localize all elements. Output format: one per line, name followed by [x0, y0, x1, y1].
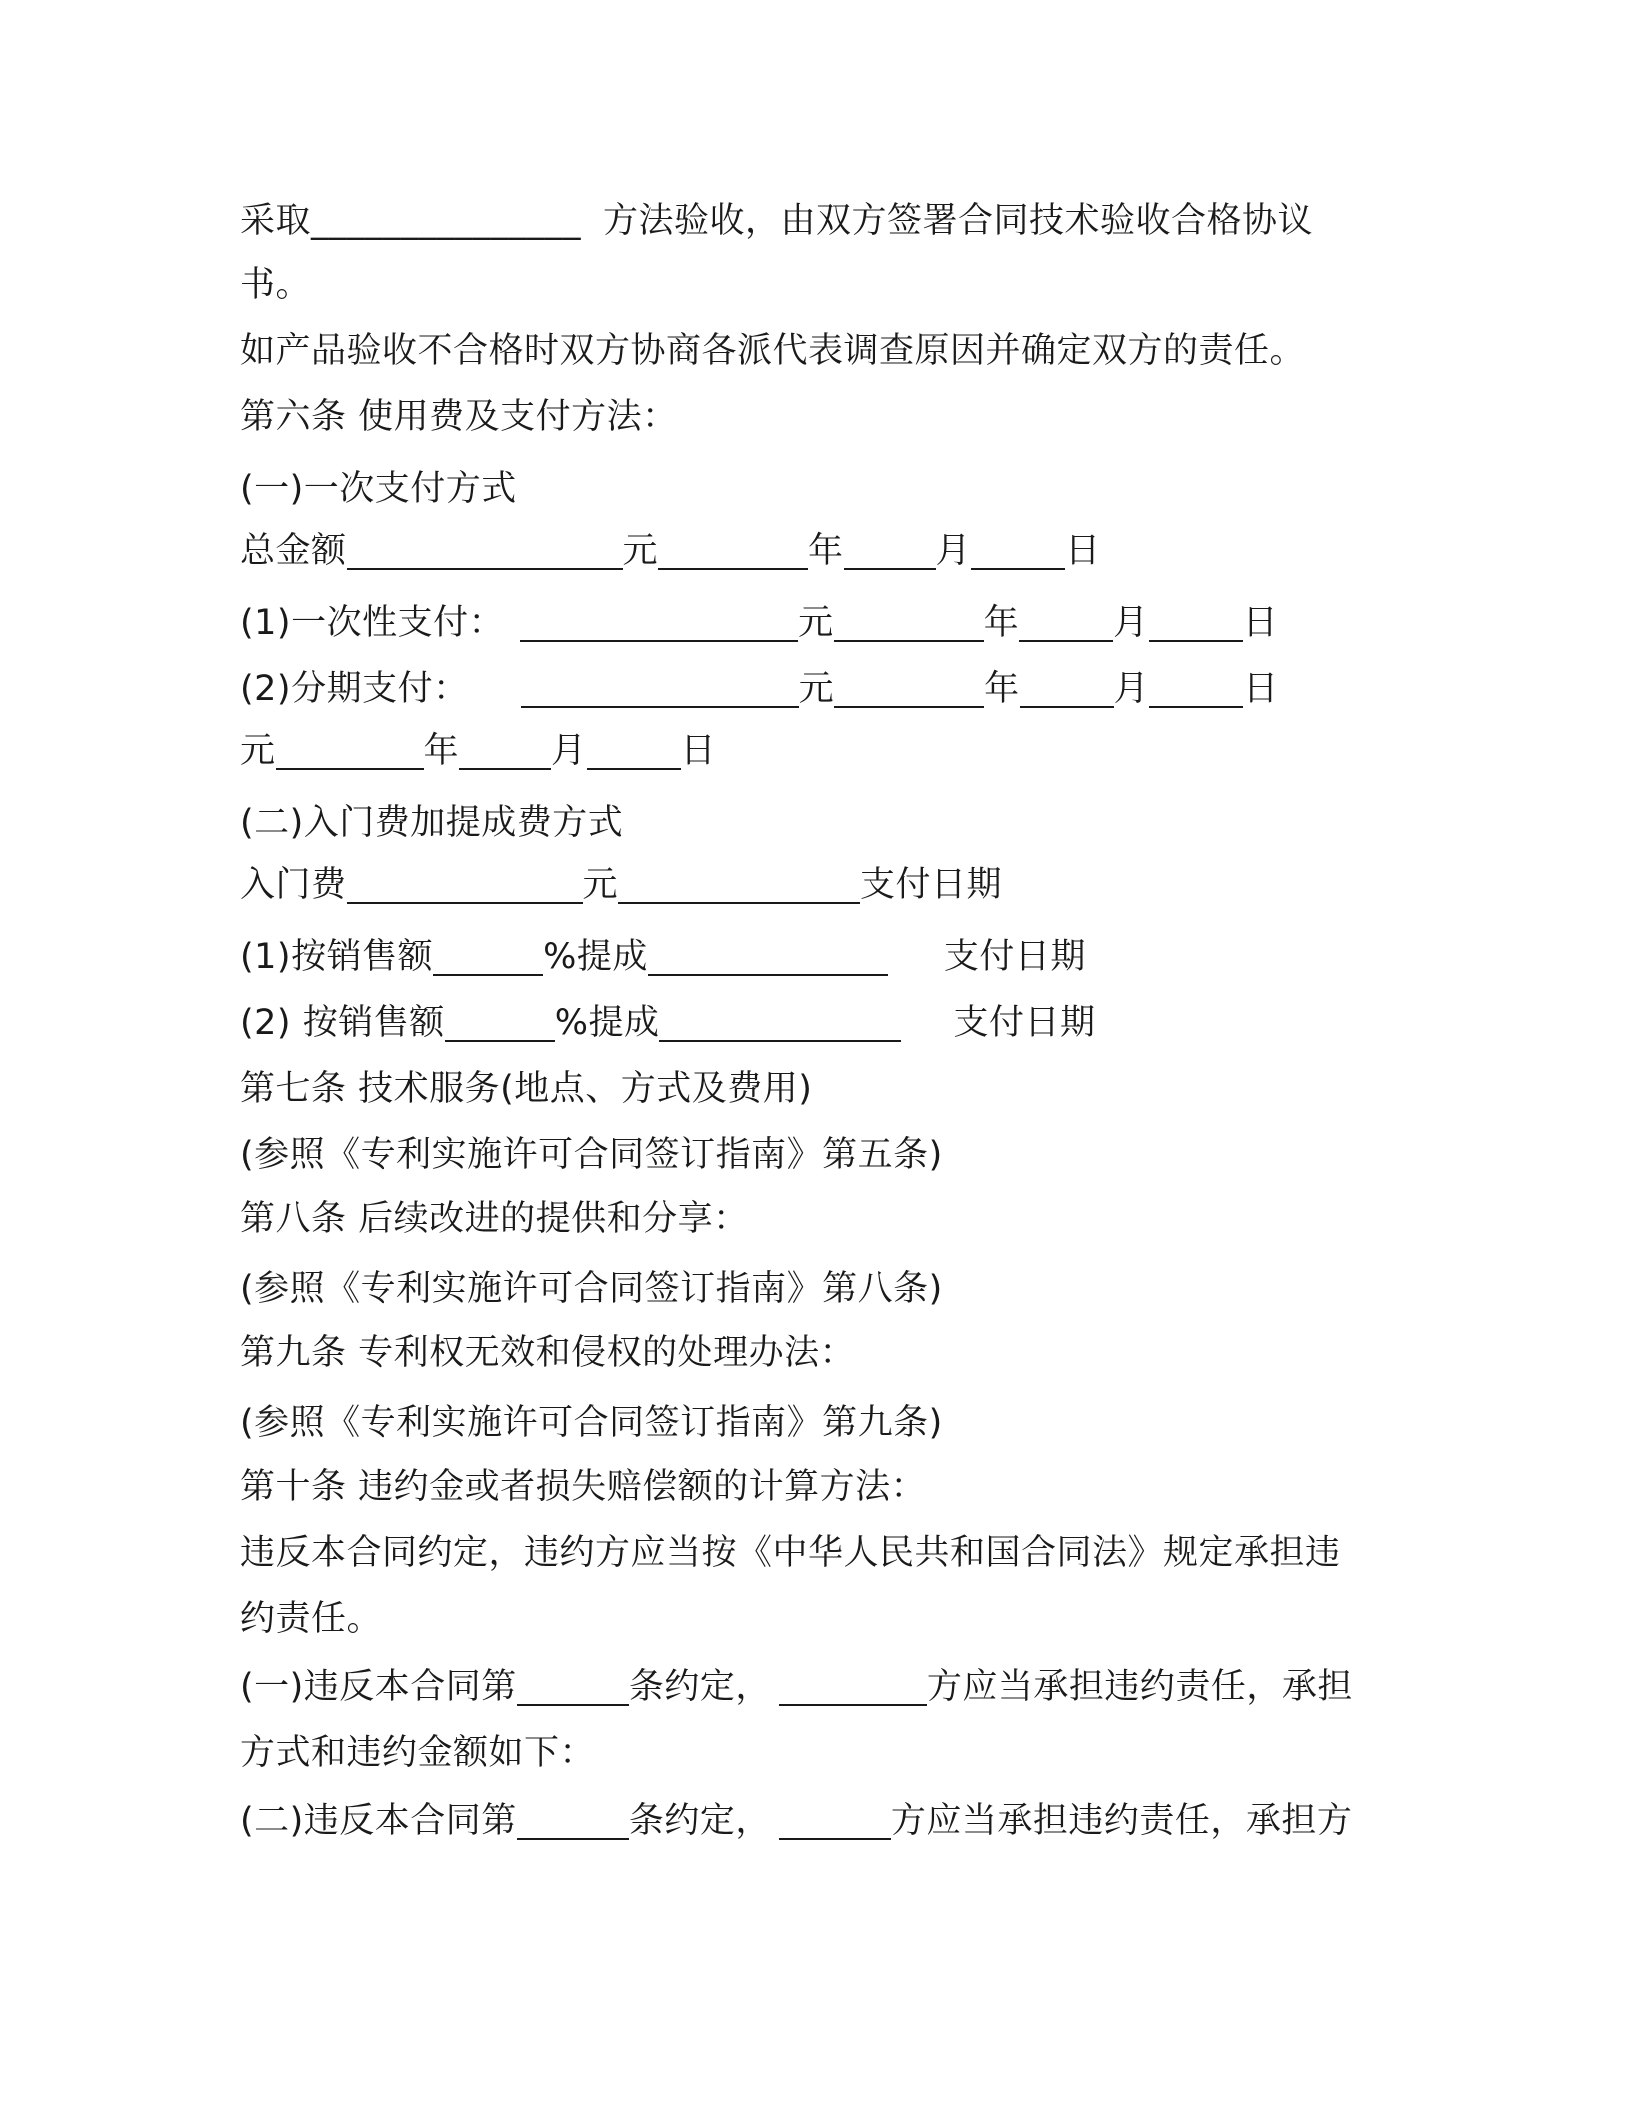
article-7-heading: 第七条 技术服务(地点、方式及费用): [240, 1069, 813, 1109]
blank-field[interactable]: [648, 936, 888, 976]
article-7-reference: (参照《专利实施许可合同签订指南》第五条): [240, 1135, 943, 1175]
blank-field[interactable]: [445, 1002, 555, 1042]
blank-field[interactable]: [347, 530, 623, 570]
section-lump-sum-heading: (一)一次支付方式: [240, 469, 517, 509]
blank-field[interactable]: [779, 1800, 891, 1840]
blank-field[interactable]: [276, 730, 424, 770]
article-8-heading: 第八条 后续改进的提供和分享：: [240, 1199, 749, 1239]
line-royalty-2: (2) 按销售额 %提成 支付日期: [240, 1003, 1096, 1043]
article-10-heading: 第十条 违约金或者损失赔偿额的计算方法：: [240, 1467, 927, 1507]
line-acceptance-method-cont: 书。: [240, 265, 312, 305]
article-9-heading: 第九条 专利权无效和侵权的处理办法：: [240, 1333, 856, 1373]
blank-field[interactable]: [844, 530, 936, 570]
blank-field[interactable]: [587, 730, 681, 770]
line-breach-clause-1: (一)违反本合同第 条约定， 方应当承担违约责任，承担: [240, 1667, 1353, 1707]
article-6-heading: 第六条 使用费及支付方法：: [240, 397, 678, 437]
blank-field[interactable]: [618, 864, 860, 904]
blank-field[interactable]: [779, 1666, 927, 1706]
line-one-time-payment: (1)一次性支付： 元 年 月 日: [240, 603, 1279, 643]
blank-field[interactable]: [517, 1666, 629, 1706]
section-entry-fee-heading: (二)入门费加提成费方式: [240, 803, 624, 843]
blank-field[interactable]: [347, 864, 583, 904]
line-entry-fee: 入门费 元 支付日期: [240, 865, 1003, 905]
line-breach-clause-2: (二)违反本合同第 条约定， 方应当承担违约责任，承担方: [240, 1801, 1353, 1841]
line-total-amount: 总金额 元 年 月 日: [240, 531, 1101, 571]
blank-field[interactable]: [433, 936, 543, 976]
line-royalty-1: (1)按销售额 %提成 支付日期: [240, 937, 1086, 977]
article-9-reference: (参照《专利实施许可合同签订指南》第九条): [240, 1403, 943, 1443]
blank-field[interactable]: [1020, 668, 1114, 708]
article-8-reference: (参照《专利实施许可合同签订指南》第八条): [240, 1269, 943, 1309]
line-breach-clause-1-cont: 方式和违约金额如下：: [240, 1733, 596, 1773]
blank-field[interactable]: [521, 668, 799, 708]
blank-field[interactable]: [459, 730, 551, 770]
blank-field[interactable]: [659, 1002, 901, 1042]
line-acceptance-method: 采取_______________ 方法验收，由双方签署合同技术验收合格协议: [240, 201, 1314, 241]
blank-field[interactable]: [520, 602, 798, 642]
line-breach-liability: 违反本合同约定，违约方应当按《中华人民共和国合同法》规定承担违: [240, 1533, 1341, 1573]
blank-field[interactable]: [1149, 602, 1243, 642]
blank-field[interactable]: [834, 668, 984, 708]
blank-field[interactable]: [971, 530, 1065, 570]
blank-field[interactable]: [517, 1800, 629, 1840]
blank-field[interactable]: [1149, 668, 1243, 708]
blank-field[interactable]: [658, 530, 808, 570]
blank-field[interactable]: [834, 602, 984, 642]
line-installment-second: 元 年 月 日: [240, 731, 717, 771]
line-breach-liability-cont: 约责任。: [240, 1599, 383, 1639]
blank-field[interactable]: [1019, 602, 1113, 642]
line-unqualified-clause: 如产品验收不合格时双方协商各派代表调查原因并确定双方的责任。: [240, 331, 1306, 371]
line-installment-payment: (2)分期支付： 元 年 月 日: [240, 669, 1279, 709]
